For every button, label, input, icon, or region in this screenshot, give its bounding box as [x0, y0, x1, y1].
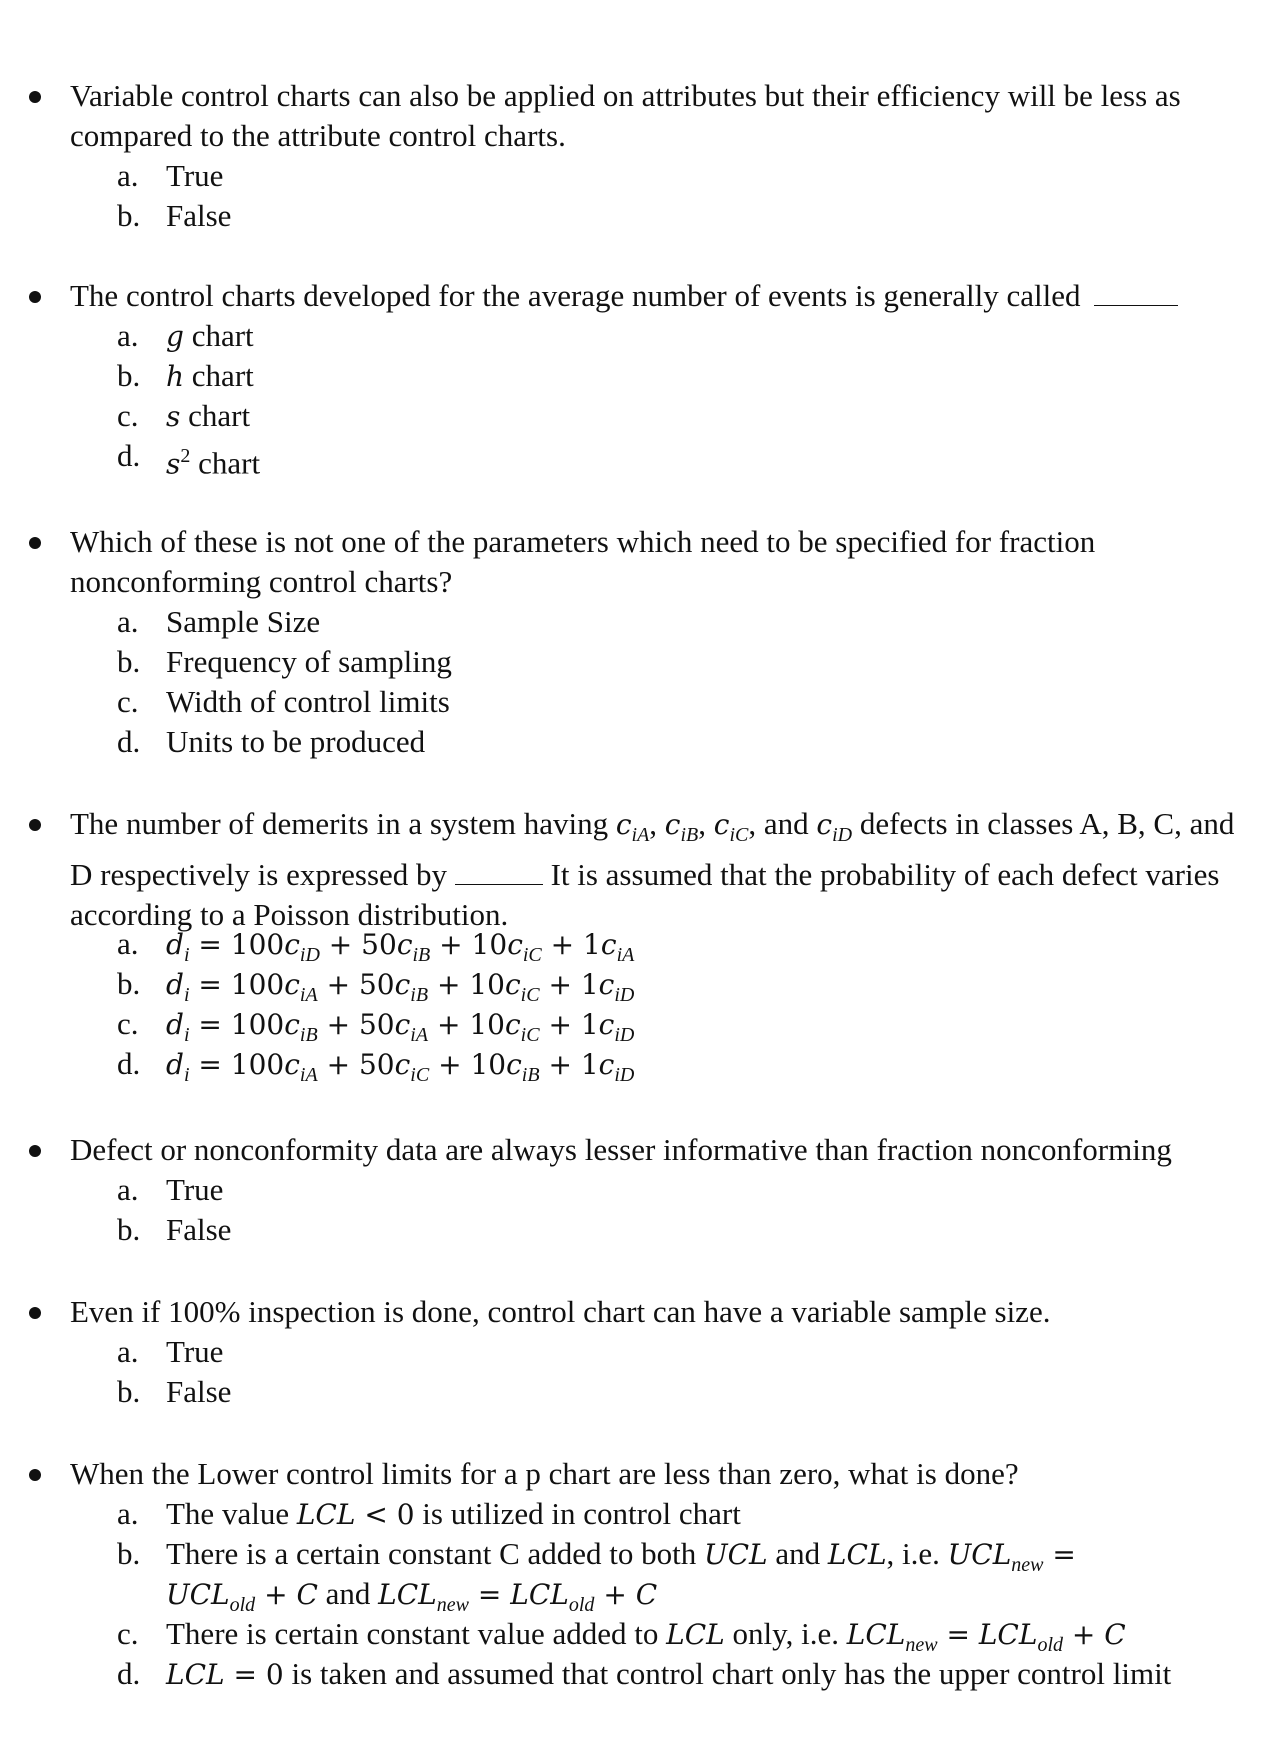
var-c: c: [615, 808, 632, 841]
option-label: a.: [117, 1172, 139, 1207]
bullet-icon: [29, 1307, 41, 1319]
math-rel: = 0: [224, 1658, 284, 1691]
formula-coeff: 1: [580, 1008, 599, 1041]
option-label: a.: [117, 158, 139, 193]
formula-var-sub: iD: [614, 1024, 635, 1047]
option-text: False: [166, 198, 232, 233]
formula-lhs-sub: i: [183, 1064, 190, 1087]
math-ucl: UCL: [947, 1538, 1012, 1571]
option-text: Width of control limits: [166, 684, 450, 719]
option-label: c.: [117, 684, 139, 719]
formula-lhs: d: [166, 928, 184, 961]
math-lcl: LCL: [166, 1658, 225, 1691]
formula-var: c: [394, 1048, 411, 1081]
bullet-icon: [29, 537, 41, 549]
formula-var: c: [284, 1048, 300, 1081]
option-text: Frequency of sampling: [166, 644, 452, 679]
formula-var: c: [598, 1048, 615, 1081]
formula-var-sub: iD: [614, 984, 635, 1007]
formula-eq: =: [189, 968, 231, 1001]
formula-var: c: [394, 968, 411, 1001]
math-plus-c: + C: [594, 1578, 658, 1611]
chart-word: chart: [190, 445, 261, 481]
stem-text: The number of demerits in a system having: [70, 806, 616, 841]
option-label: b.: [117, 966, 141, 1001]
formula-coeff: 50: [358, 968, 395, 1001]
math-lcl: LCL: [846, 1618, 906, 1651]
formula-var: c: [396, 928, 413, 961]
text-run: There is a certain constant C added to both: [166, 1536, 705, 1571]
math-rel: < 0: [355, 1498, 415, 1531]
option-text: False: [166, 1374, 232, 1409]
formula-coeff: 10: [470, 1048, 507, 1081]
option-label: a.: [117, 1334, 139, 1369]
option-label: d.: [117, 438, 141, 473]
math-rel: =: [1043, 1538, 1076, 1571]
option-label: d.: [117, 1656, 141, 1691]
superscript: 2: [180, 445, 191, 467]
option-label: c.: [117, 398, 139, 433]
formula-var-sub: iC: [520, 984, 540, 1007]
option-text: True: [166, 1172, 224, 1207]
formula-var: c: [394, 1008, 411, 1041]
question-stem-text: The control charts developed for the average number of events is generally called: [70, 278, 1081, 313]
formula-var: c: [284, 928, 300, 961]
text-run: The value: [166, 1496, 297, 1531]
option-text: Sample Size: [166, 604, 321, 639]
formula-var-sub: iB: [412, 944, 431, 967]
formula-coeff: 100: [230, 1048, 285, 1081]
math-lcl: LCL: [510, 1578, 569, 1611]
formula-lhs: d: [166, 968, 184, 1001]
stem-text: defects in classes A, B, C, and D respectively is expressed by: [70, 806, 1235, 893]
formula-var-sub: iC: [410, 1064, 430, 1087]
sub-old: old: [1037, 1634, 1064, 1657]
formula-plus: +: [428, 1008, 470, 1041]
formula-var-sub: iA: [299, 984, 318, 1007]
option-text: [166, 316, 1236, 357]
formula-coeff: 10: [469, 1008, 505, 1041]
bullet-icon: [29, 91, 41, 103]
var-sub: iD: [832, 824, 853, 847]
var-c: c: [713, 808, 730, 841]
bullet-icon: [29, 1145, 41, 1157]
option-label: c.: [117, 1006, 139, 1041]
option-label: a.: [117, 318, 139, 353]
formula-eq: =: [189, 928, 231, 961]
var-sub: iC: [729, 824, 749, 847]
formula-var: c: [284, 1008, 300, 1041]
bullet-icon: [29, 1469, 41, 1481]
formula-var-sub: iA: [410, 1024, 429, 1047]
formula-lhs: d: [166, 1048, 184, 1081]
formula-coeff: 50: [358, 1008, 395, 1041]
formula-plus: +: [319, 928, 362, 961]
chart-word: chart: [180, 398, 251, 433]
formula-var: c: [504, 968, 521, 1001]
formula-coeff: 10: [471, 928, 508, 961]
option-text: False: [166, 1212, 232, 1247]
math-lcl: LCL: [296, 1498, 356, 1531]
formula-var-sub: iB: [410, 984, 429, 1007]
option-label: b.: [117, 358, 141, 393]
formula-var-sub: iC: [520, 1024, 540, 1047]
answer-blank: [1094, 279, 1178, 306]
text-run: There is certain constant value added to: [166, 1616, 667, 1651]
formula-plus: +: [317, 968, 359, 1001]
formula-coeff: 1: [583, 928, 601, 961]
option-label: b.: [117, 1212, 141, 1247]
text-run: only, i.e.: [724, 1616, 847, 1651]
formula-var-sub: iB: [299, 1024, 318, 1047]
math-ucl: UCL: [704, 1538, 768, 1571]
text-run: is utilized in control chart: [414, 1496, 741, 1531]
formula-var: c: [598, 968, 615, 1001]
text-run: and: [767, 1536, 828, 1571]
sub-new: new: [1011, 1554, 1044, 1577]
math-rel: =: [468, 1578, 511, 1611]
var-sub: iB: [680, 824, 699, 847]
formula-var: c: [598, 1008, 615, 1041]
question-stem: When the Lower control limits for a p chart are less than zero, what is done?: [70, 1456, 1019, 1491]
question-stem: Even if 100% inspection is done, control chart can have a variable sample size.: [70, 1294, 1051, 1329]
formula-var: c: [507, 928, 523, 961]
formula-var: c: [284, 968, 300, 1001]
formula-var-sub: iA: [299, 1064, 318, 1087]
formula-coeff: 50: [358, 1048, 395, 1081]
math-lcl: LCL: [978, 1618, 1038, 1651]
formula-plus: +: [428, 968, 470, 1001]
option-text: [166, 396, 1236, 437]
formula-coeff: 1: [580, 1048, 599, 1081]
question-stem: Which of these is not one of the parameters which need to be specified for fraction nonconforming control charts?: [70, 524, 1096, 599]
option-label: b.: [117, 644, 141, 679]
math-lcl: LCL: [378, 1578, 437, 1611]
option-b: [117, 1534, 1237, 1617]
formula-plus: +: [541, 928, 584, 961]
formula-plus: +: [539, 968, 581, 1001]
formula-eq: =: [189, 1008, 231, 1041]
answer-blank: [455, 858, 543, 885]
formula-plus: +: [539, 1008, 581, 1041]
question-stem: Variable control charts can also be applied on attributes but their efficiency will be less as compared to the attribute control charts.: [70, 78, 1181, 153]
option-text: True: [166, 1334, 224, 1369]
question-stem: [70, 804, 1250, 935]
formula-var-sub: iC: [522, 944, 542, 967]
var-sub: iA: [631, 824, 650, 847]
formula-plus: +: [539, 1048, 581, 1081]
math-plus-c: + C: [1063, 1618, 1126, 1651]
text-run: is taken and assumed that control chart only has the upper control limit: [283, 1656, 1172, 1691]
sub-new: new: [905, 1634, 938, 1657]
chart-symbol: h: [166, 360, 185, 393]
formula-lhs-sub: i: [183, 944, 190, 967]
option-formula: [166, 1044, 1236, 1095]
option-label: c.: [117, 1616, 139, 1651]
option-text: [166, 1494, 1236, 1535]
formula-var: c: [600, 928, 617, 961]
sub-new: new: [436, 1594, 469, 1617]
math-plus-c: + C: [255, 1578, 318, 1611]
option-text: True: [166, 158, 224, 193]
formula-var-sub: iA: [616, 944, 635, 967]
formula-eq: =: [189, 1048, 231, 1081]
text-run: , i.e.: [886, 1536, 948, 1571]
option-text: [166, 436, 1236, 484]
var-c: c: [816, 808, 833, 841]
sub-old: old: [568, 1594, 595, 1617]
formula-coeff: 100: [230, 928, 285, 961]
option-text: [166, 1654, 1236, 1695]
chart-symbol: s: [166, 400, 181, 433]
formula-coeff: 100: [230, 968, 285, 1001]
formula-coeff: 1: [580, 968, 599, 1001]
chart-word: chart: [183, 318, 254, 353]
option-label: d.: [117, 1046, 141, 1081]
formula-lhs: d: [166, 1008, 184, 1041]
chart-symbol: g: [166, 320, 184, 353]
comma: ,: [698, 806, 714, 841]
option-label: b.: [117, 1536, 141, 1571]
question-stem: Defect or nonconformity data are always lesser informative than fraction nonconforming: [70, 1132, 1172, 1167]
option-label: a.: [117, 926, 139, 961]
var-c: c: [664, 808, 681, 841]
math-ucl: UCL: [166, 1578, 230, 1611]
formula-plus: +: [317, 1048, 359, 1081]
math-lcl: LCL: [666, 1618, 725, 1651]
formula-coeff: 100: [230, 1008, 285, 1041]
text-run: and: [317, 1576, 379, 1611]
formula-plus: +: [317, 1008, 359, 1041]
option-label: a.: [117, 604, 139, 639]
formula-coeff: 50: [361, 928, 397, 961]
option-label: b.: [117, 198, 141, 233]
option-label: d.: [117, 724, 141, 759]
formula-var-sub: iD: [299, 944, 320, 967]
chart-word: chart: [184, 358, 254, 393]
formula-var: c: [504, 1008, 521, 1041]
stem-text: , and: [748, 806, 817, 841]
option-text: Units to be produced: [166, 724, 426, 759]
option-label: a.: [117, 1496, 139, 1531]
bullet-icon: [29, 291, 41, 303]
formula-plus: +: [430, 928, 472, 961]
option-label: b.: [117, 1374, 141, 1409]
comma: ,: [649, 806, 665, 841]
formula-lhs-sub: i: [183, 1024, 190, 1047]
question-stem: [70, 276, 1250, 316]
bullet-icon: [29, 819, 41, 831]
formula-coeff: 10: [469, 968, 505, 1001]
sub-old: old: [229, 1594, 256, 1617]
math-lcl: LCL: [827, 1538, 887, 1571]
formula-plus: +: [429, 1048, 471, 1081]
formula-var-sub: iD: [614, 1064, 635, 1087]
chart-symbol: s: [166, 447, 181, 481]
formula-var-sub: iB: [521, 1064, 540, 1087]
option-text: [166, 356, 1236, 397]
formula-lhs-sub: i: [183, 984, 190, 1007]
formula-var: c: [506, 1048, 522, 1081]
stem-text: It is assumed that the probability of each defect varies according to a Poisson distribution.: [70, 857, 1220, 933]
math-rel: =: [937, 1618, 979, 1651]
